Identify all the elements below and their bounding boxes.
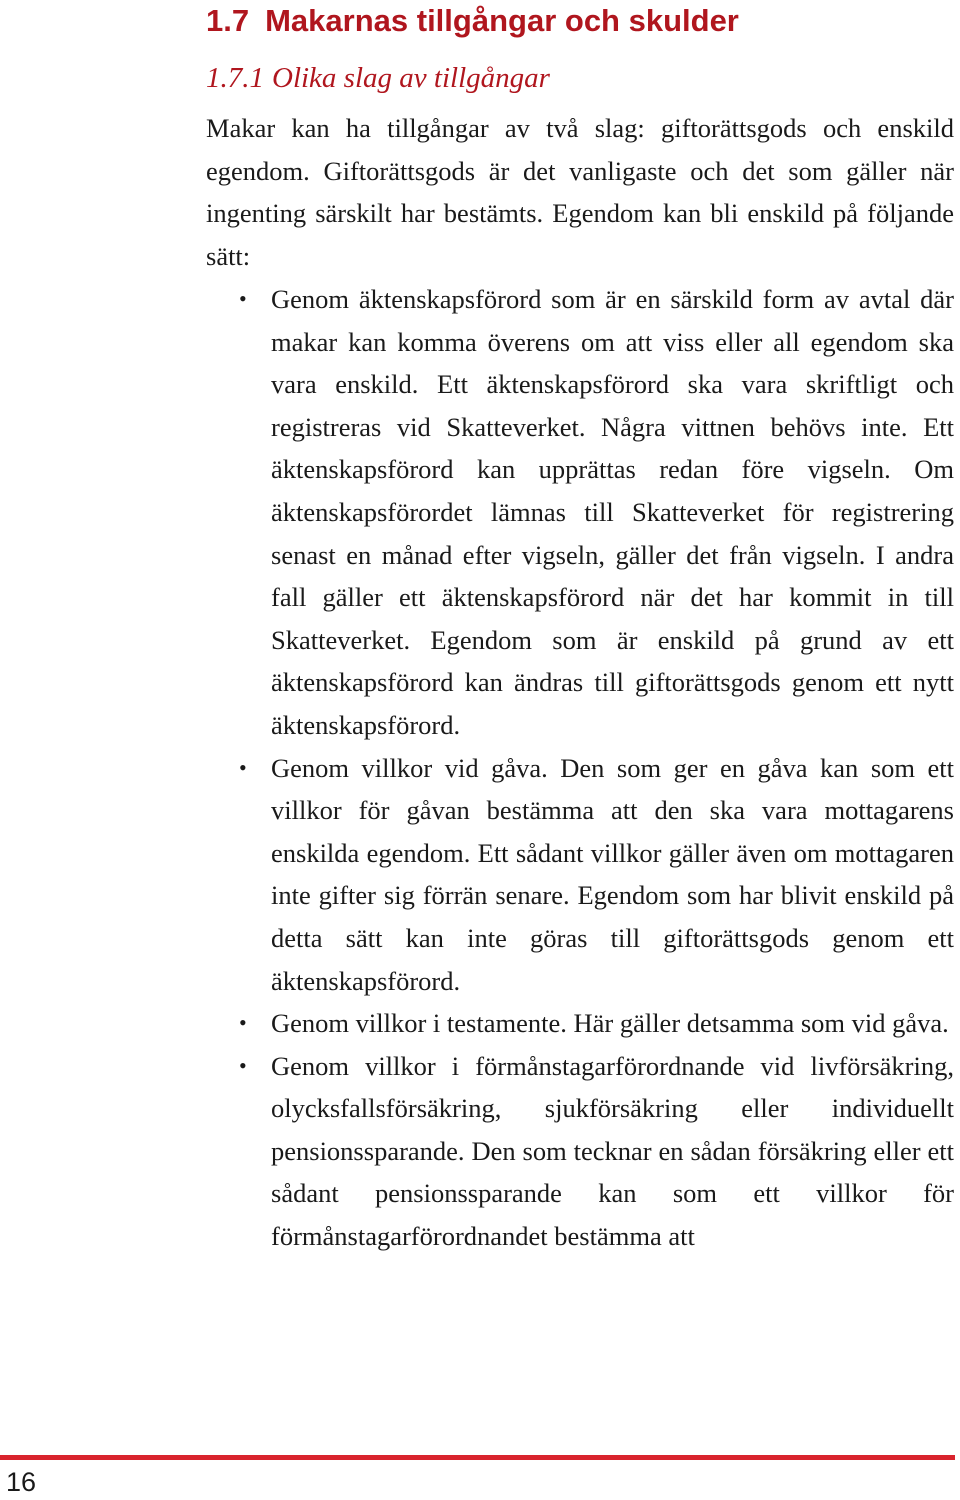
section-number: 1.7 xyxy=(206,3,250,38)
bullet-list xyxy=(206,278,954,1258)
list-item xyxy=(206,1045,954,1258)
list-item xyxy=(206,747,954,1003)
section-title: Makarnas tillgångar och skulder xyxy=(265,3,739,38)
bullet-icon: • xyxy=(239,1010,247,1036)
bullet-icon: • xyxy=(239,1052,247,1078)
bullet-icon: • xyxy=(239,754,247,780)
page-number: 16 xyxy=(6,1467,37,1497)
subsection-title: Olika slag av tillgångar xyxy=(272,62,550,94)
list-item-text: Genom villkor i förmånstagarförordnande vid livförsäkring, olycksfallsförsäkring, sjukförsäkring eller individuellt pensionssparande. Den som tecknar en sådan försäkring eller ett sådant pensionssparande kan som ett villkor för förmånstagarförordnandet bestämma att xyxy=(271,1050,954,1252)
subsection-number: 1.7.1 xyxy=(206,62,264,94)
bullet-icon: • xyxy=(239,286,247,311)
list-item-text: Genom villkor vid gåva. Den som ger en gåva kan som ett villkor för gåvan bestämma att den ska vara mottagarens enskilda egendom. Ett sådant villkor gäller även om mottagaren inte gifter sig förrän senare. Egendom som har blivit enskild på detta sätt kan inte göras till giftorättsgods genom ett äktenskapsförord. xyxy=(271,752,954,996)
section-heading xyxy=(206,0,739,42)
list-item-text: Genom äktenskapsförord som är en särskild form av avtal där makar kan komma överens om att viss eller all egendom ska vara enskild. Ett äktenskapsförord ska vara skriftligt och registreras vid Skatteverket. Några vittnen behövs inte. Ett äktenskapsförord kan upprättas redan före vigseln. Om äktenskapsförordet lämnas till Skatteverket för registrering senast en månad efter vigseln, gäller det från vigseln. I andra fall gäller ett äktenskapsförord när det har kommit in till Skatteverket. Egendom som är enskild på grund av ett äktenskapsförord kan ändras till giftorättsgods genom ett nytt äktenskapsförord. xyxy=(271,284,954,740)
intro-paragraph: Makar kan ha tillgångar av två slag: giftorättsgods och enskild egendom. Giftorättsgods är det vanligaste och det som gäller när ingenting särskilt har bestämts. Egendom kan bli enskild på följande sätt: xyxy=(206,113,954,271)
list-item xyxy=(206,278,954,747)
list-item xyxy=(206,1002,954,1045)
list-item-text: Genom villkor i testamente. Här gäller detsamma som vid gåva. xyxy=(271,1008,949,1039)
subsection-heading xyxy=(206,57,550,99)
footer-rule xyxy=(0,1455,955,1460)
